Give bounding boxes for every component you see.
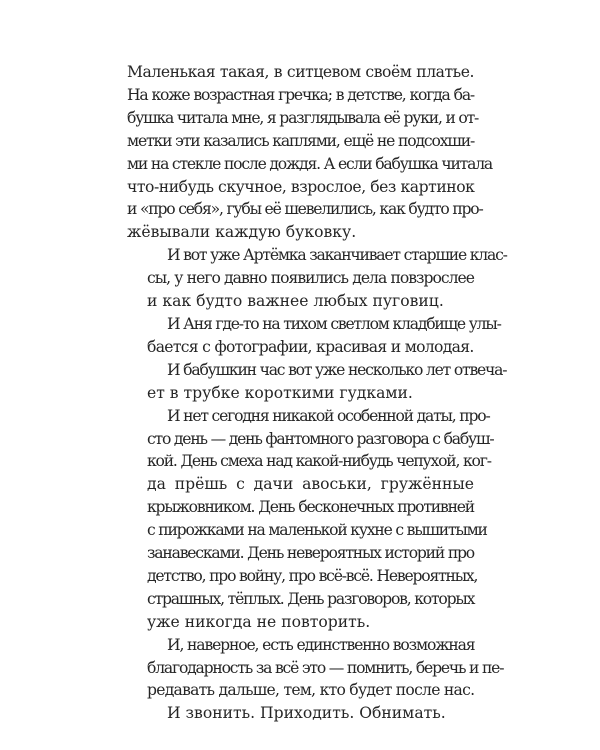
text-line: бушка читала мне, я разглядывала её руки, и от- [127,108,479,127]
text-line: И Аня где-то на тихом светлом кладбище улы- [167,314,501,333]
text-line: И бабушкин час вот уже несколько лет отвеча- [167,360,507,379]
text-line: И нет сегодня никакой особенной даты, про- [167,406,490,425]
text-line: сы, у него давно появились дела повзрослее [147,269,474,288]
text-line: занавесками. День невероятных историй про [147,544,474,563]
text-line: На коже возрастная гречка; в детстве, когда ба- [127,85,474,104]
text-line: Маленькая такая, в ситцевом своём платье. [127,63,474,81]
paragraph [127,702,474,725]
text-line: И вот уже Артёмка заканчивает старшие клас- [167,246,507,265]
text-line: с пирожками на маленькой кухне с вышитыми [147,521,487,540]
paragraph [127,244,507,313]
text-line: редавать дальше, тем, кто будет после нас. [147,681,475,700]
text-line: метки эти казались каплями, ещё не подсохши- [127,131,475,150]
text-line: И звонить. Приходить. Обнимать. [167,704,446,723]
text-line: уже никогда не повторить. [147,612,371,631]
text-line: да прёшь с дачи авоськи, гружённые [147,475,474,494]
text-line: ет в трубке короткими гудками. [147,383,413,402]
body-text [127,61,507,725]
paragraph [127,405,494,634]
text-line: детство, про войну, про всё-всё. Невероятных, [147,566,478,585]
text-line: И, наверное, есть единственно возможная [167,635,475,654]
text-line: и как будто важнее любых пуговиц. [147,292,444,311]
text-line: кой. День смеха над какой-нибудь чепухой, ког- [147,452,491,471]
text-line: жёвывали каждую буковку. [127,223,357,242]
paragraph [127,313,501,359]
paragraph [127,359,507,405]
text-line: и «про себя», губы её шевелились, как будто про- [127,200,483,219]
text-line: крыжовником. День бесконечных противней [147,498,474,517]
text-line: страшных, тёплых. День разговоров, которых [147,589,475,608]
text-line: благодарность за всё это — помнить, беречь и пе- [147,658,504,677]
text-line: ми на стекле после дождя. А если бабушка читала [127,154,493,173]
text-line: сто день — день фантомного разговора с бабуш- [147,429,494,448]
paragraph [127,634,504,703]
paragraph [127,61,493,244]
text-line: бается с фотографии, красивая и молодая. [147,337,474,356]
text-line: что-нибудь скучное, взрослое, без картинок [127,177,475,196]
